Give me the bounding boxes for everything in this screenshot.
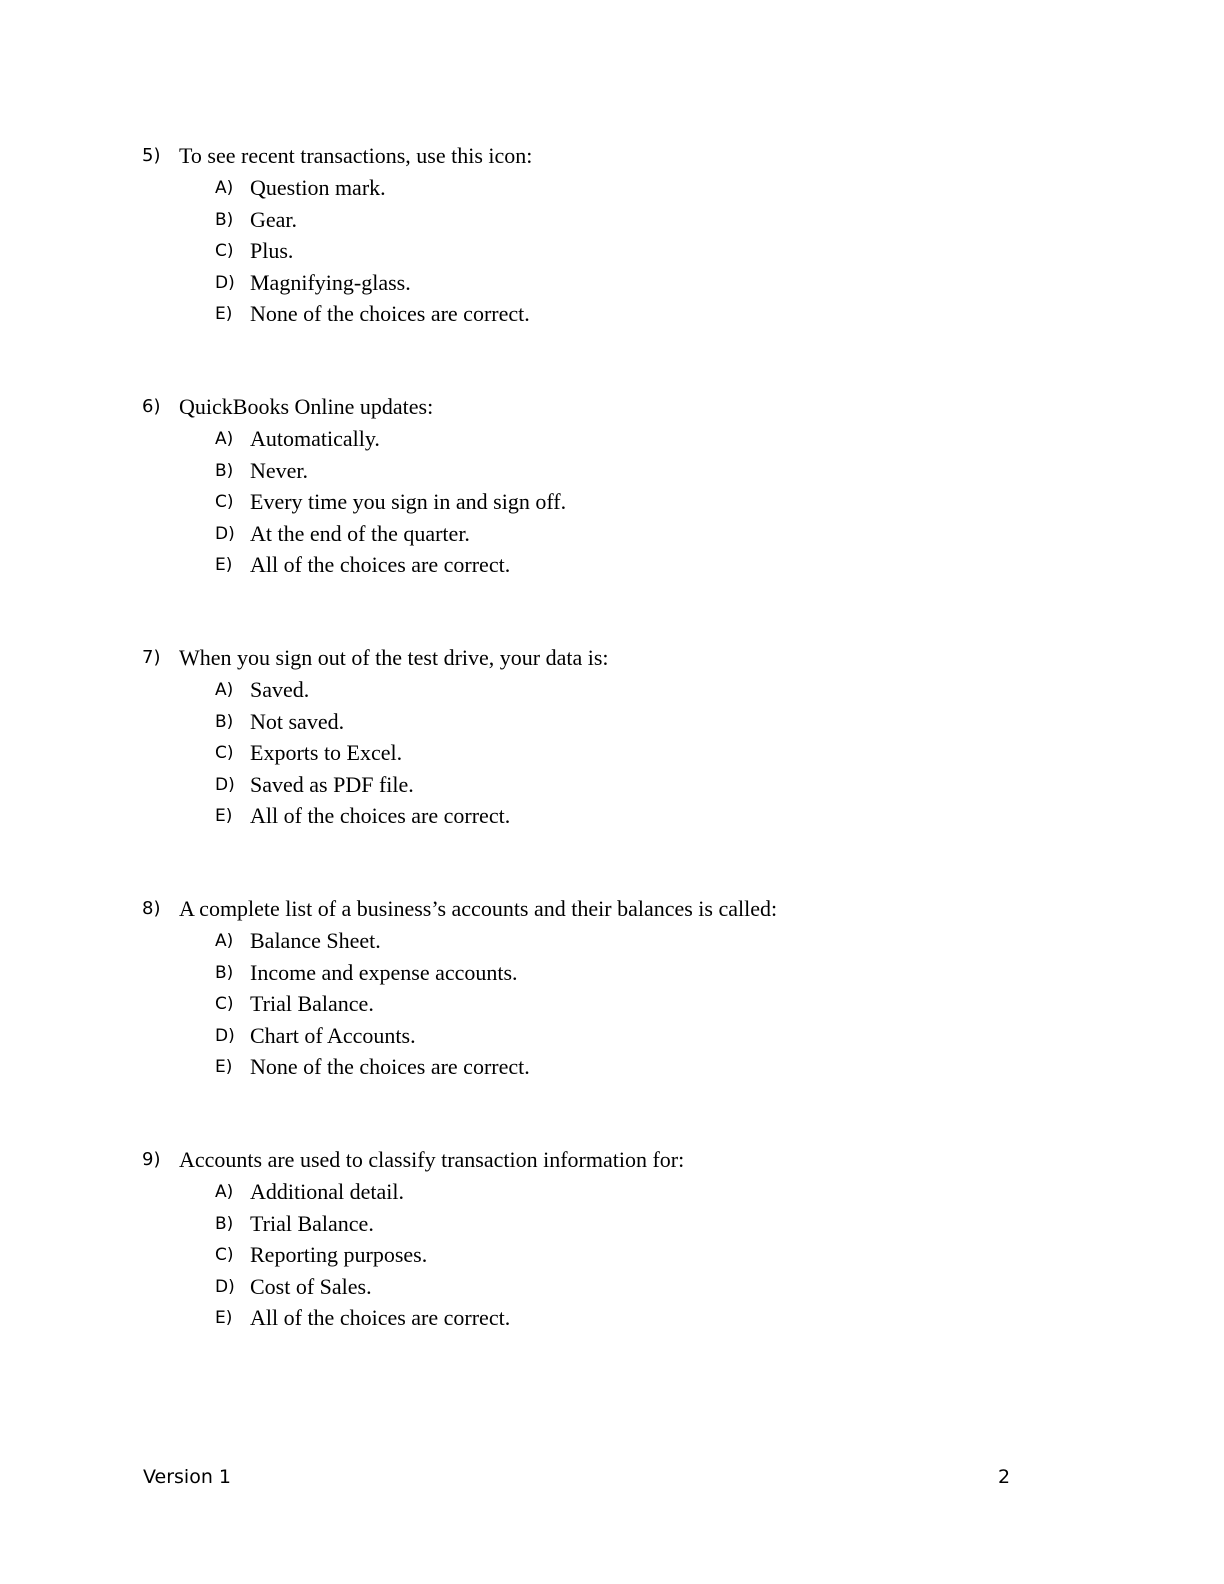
option-e: [142, 1305, 1042, 1337]
option-text: Trial Balance.: [250, 991, 374, 1017]
question-5: [142, 143, 1042, 333]
option-letter: B): [215, 460, 234, 481]
option-letter: D): [215, 1276, 235, 1297]
option-letter: A): [215, 680, 234, 700]
option-text: Saved.: [250, 677, 310, 702]
option-text: Gear.: [250, 206, 298, 232]
option-b: [142, 458, 1042, 490]
question-number: 6): [142, 396, 161, 417]
question-8: [142, 896, 1042, 1086]
option-text: Every time you sign in and sign off.: [250, 489, 567, 515]
option-text: Question mark.: [250, 175, 386, 200]
option-letter: C): [215, 492, 234, 513]
question-stem: [142, 1147, 1042, 1179]
option-c: [142, 991, 1042, 1023]
option-text: Magnifying-glass.: [250, 269, 411, 295]
option-c: [142, 489, 1042, 521]
option-text: All of the choices are correct.: [250, 1305, 511, 1331]
option-d: [142, 772, 1042, 804]
option-text: Plus.: [250, 238, 294, 264]
footer-page-number: 2: [998, 1466, 1011, 1488]
option-text: Balance Sheet.: [250, 928, 381, 953]
question-text: To see recent transactions, use this icon:: [179, 143, 533, 168]
option-letter: C): [215, 241, 234, 262]
question-number: 7): [142, 647, 161, 668]
question-9: [142, 1147, 1042, 1337]
question-stem: [142, 394, 1042, 426]
option-text: Chart of Accounts.: [250, 1022, 416, 1048]
question-7: [142, 645, 1042, 835]
question-number: 8): [142, 898, 161, 919]
option-d: [142, 1023, 1042, 1055]
option-letter: D): [215, 272, 235, 293]
question-text: Accounts are used to classify transaction information for:: [179, 1147, 685, 1172]
option-text: None of the choices are correct.: [250, 1054, 530, 1080]
option-letter: A): [215, 1182, 234, 1202]
option-d: [142, 1274, 1042, 1306]
option-text: At the end of the quarter.: [250, 520, 470, 546]
question-number: 9): [142, 1149, 161, 1170]
option-e: [142, 803, 1042, 835]
option-letter: B): [215, 711, 234, 732]
option-letter: A): [215, 931, 234, 951]
question-6: [142, 394, 1042, 584]
option-letter: B): [215, 209, 234, 230]
option-text: Never.: [250, 457, 309, 483]
option-letter: C): [215, 743, 234, 764]
option-text: Cost of Sales.: [250, 1273, 372, 1299]
option-a: [142, 928, 1042, 960]
option-letter: C): [215, 1245, 234, 1266]
option-text: Exports to Excel.: [250, 740, 403, 766]
option-text: Automatically.: [250, 426, 380, 451]
option-text: All of the choices are correct.: [250, 552, 511, 578]
option-c: [142, 238, 1042, 270]
option-letter: A): [215, 178, 234, 198]
option-letter: E): [215, 304, 233, 325]
question-text: When you sign out of the test drive, your data is:: [179, 645, 609, 670]
option-a: [142, 1179, 1042, 1211]
option-d: [142, 521, 1042, 553]
option-c: [142, 740, 1042, 772]
option-text: Reporting purposes.: [250, 1242, 428, 1268]
option-b: [142, 207, 1042, 239]
question-text: QuickBooks Online updates:: [179, 394, 434, 419]
option-d: [142, 270, 1042, 302]
option-letter: A): [215, 429, 234, 449]
option-letter: D): [215, 774, 235, 795]
option-letter: D): [215, 1025, 235, 1046]
option-letter: E): [215, 1308, 233, 1329]
option-text: Income and expense accounts.: [250, 959, 518, 985]
option-text: None of the choices are correct.: [250, 301, 530, 327]
option-b: [142, 960, 1042, 992]
question-text: A complete list of a business’s accounts and their balances is called:: [179, 896, 778, 921]
option-a: [142, 175, 1042, 207]
option-a: [142, 677, 1042, 709]
option-e: [142, 552, 1042, 584]
question-stem: [142, 143, 1042, 175]
option-b: [142, 1211, 1042, 1243]
question-number: 5): [142, 145, 161, 166]
option-a: [142, 426, 1042, 458]
option-letter: E): [215, 806, 233, 827]
option-letter: B): [215, 962, 234, 983]
question-stem: [142, 896, 1042, 928]
option-e: [142, 1054, 1042, 1086]
option-text: Not saved.: [250, 708, 345, 734]
option-text: Saved as PDF file.: [250, 771, 414, 797]
option-letter: E): [215, 555, 233, 576]
option-text: Trial Balance.: [250, 1210, 374, 1236]
option-b: [142, 709, 1042, 741]
option-c: [142, 1242, 1042, 1274]
option-text: All of the choices are correct.: [250, 803, 511, 829]
option-text: Additional detail.: [250, 1179, 404, 1204]
option-letter: C): [215, 994, 234, 1015]
question-stem: [142, 645, 1042, 677]
option-letter: E): [215, 1057, 233, 1078]
option-e: [142, 301, 1042, 333]
footer-version: Version 1: [143, 1466, 231, 1488]
option-letter: D): [215, 523, 235, 544]
option-letter: B): [215, 1213, 234, 1234]
